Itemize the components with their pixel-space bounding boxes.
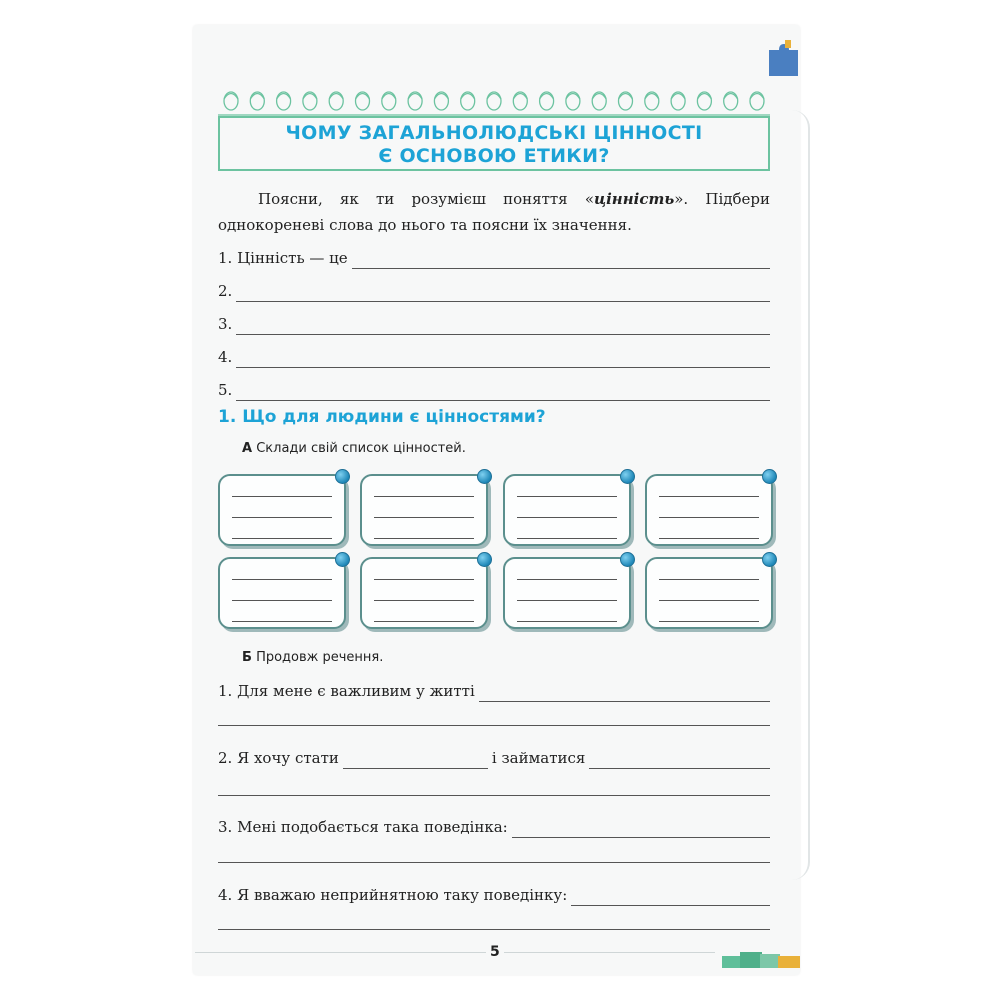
definition-row-5 — [218, 375, 770, 401]
child-face — [592, 92, 606, 110]
sentence-answer-line-3b[interactable] — [218, 862, 770, 863]
value-card-line — [374, 579, 474, 580]
value-card-line — [232, 496, 332, 497]
sentence-answer-line-2b[interactable] — [589, 750, 770, 769]
value-card-line — [517, 579, 617, 580]
value-card-line — [232, 517, 332, 518]
definition-label-3: 3. — [218, 315, 233, 333]
value-card-line — [232, 621, 332, 622]
intro-paragraph-line-2: однокореневі слова до нього та поясни їх значення. — [218, 216, 632, 234]
value-card-line — [517, 496, 617, 497]
sentence-row-3 — [218, 812, 770, 838]
value-card-line — [517, 600, 617, 601]
child-face — [645, 92, 659, 110]
value-card-line — [659, 579, 759, 580]
value-card-line — [374, 496, 474, 497]
value-card-line — [517, 517, 617, 518]
sentence-answer-line-1b[interactable] — [218, 725, 770, 726]
pin-icon — [477, 469, 492, 484]
task-1a-text: Склади свій список цінностей. — [256, 441, 466, 456]
sentence-answer-line-1[interactable] — [479, 683, 770, 702]
child-face — [671, 92, 685, 110]
definition-answer-line-1[interactable] — [352, 250, 770, 269]
definition-answer-line-4[interactable] — [236, 349, 770, 368]
child-face — [461, 92, 475, 110]
value-card[interactable] — [360, 474, 488, 546]
puzzle-strip-icon — [722, 948, 800, 970]
sentence-label-2b: і займатися — [491, 749, 586, 767]
task-1b-instruction — [242, 650, 383, 665]
child-face — [750, 92, 764, 110]
child-face — [540, 92, 554, 110]
child-face — [277, 92, 291, 110]
value-card-line — [659, 538, 759, 539]
page-number: 5 — [486, 944, 504, 960]
child-face — [697, 92, 711, 110]
task-1b-letter: Б — [242, 650, 252, 665]
sentence-row-2 — [218, 743, 770, 769]
pin-icon — [762, 469, 777, 484]
intro-term: цінність — [594, 190, 675, 208]
value-card-line — [374, 621, 474, 622]
definition-row-3 — [218, 309, 770, 335]
value-card-line — [232, 538, 332, 539]
definition-label-4: 4. — [218, 348, 233, 366]
value-card[interactable] — [218, 474, 346, 546]
child-face — [513, 92, 527, 110]
value-card[interactable] — [218, 557, 346, 629]
value-card-line — [517, 621, 617, 622]
sentence-answer-line-3[interactable] — [512, 819, 770, 838]
definition-row-4 — [218, 342, 770, 368]
value-card-line — [374, 600, 474, 601]
value-card-line — [374, 538, 474, 539]
value-card[interactable] — [503, 474, 631, 546]
pin-icon — [335, 552, 350, 567]
child-face — [382, 92, 396, 110]
child-face — [408, 92, 422, 110]
value-card[interactable] — [645, 474, 773, 546]
lesson-title-line-2: Є ОСНОВОЮ ЕТИКИ? — [378, 145, 610, 167]
value-card-line — [659, 496, 759, 497]
value-card-line — [659, 621, 759, 622]
child-face — [487, 92, 501, 110]
task-1a-instruction — [242, 441, 466, 456]
pin-icon — [620, 469, 635, 484]
sentence-row-1 — [218, 676, 770, 702]
child-face — [303, 92, 317, 110]
value-card[interactable] — [503, 557, 631, 629]
value-card-line — [659, 517, 759, 518]
page-edge — [790, 110, 810, 880]
child-face — [356, 92, 370, 110]
child-face — [224, 92, 238, 110]
child-face — [250, 92, 264, 110]
intro-text-after: ». Підбери — [674, 190, 770, 208]
value-card-line — [517, 538, 617, 539]
definition-label-1: 1. Цінність — це — [218, 249, 348, 267]
pin-icon — [335, 469, 350, 484]
value-card[interactable] — [645, 557, 773, 629]
value-card-line — [659, 600, 759, 601]
sentence-label-1: 1. Для мене є важливим у житті — [218, 682, 475, 700]
value-card[interactable] — [360, 557, 488, 629]
pin-icon — [477, 552, 492, 567]
child-face — [434, 92, 448, 110]
lesson-title-box — [218, 116, 770, 171]
footer-rule — [195, 952, 715, 953]
sentence-row-4 — [218, 880, 770, 906]
sentence-answer-line-2a[interactable] — [343, 750, 488, 769]
intro-text-before: Поясни, як ти розумієш поняття « — [258, 190, 595, 208]
definition-label-5: 5. — [218, 381, 233, 399]
pin-icon — [620, 552, 635, 567]
sentence-answer-line-4b[interactable] — [218, 929, 770, 930]
sentence-label-3: 3. Мені подобається така поведінка: — [218, 818, 508, 836]
definition-answer-line-3[interactable] — [236, 316, 770, 335]
sentence-answer-line-4[interactable] — [571, 887, 770, 906]
task-1b-text: Продовж речення. — [256, 650, 384, 665]
child-face — [619, 92, 633, 110]
task-1a-letter: А — [242, 441, 253, 456]
definition-row-1 — [218, 243, 770, 269]
children-faces-border — [218, 86, 770, 116]
intro-paragraph — [218, 186, 770, 213]
task-1-heading: 1. Що для людини є цінностями? — [218, 407, 546, 427]
value-card-line — [232, 600, 332, 601]
sentence-label-2a: 2. Я хочу стати — [218, 749, 339, 767]
definition-answer-line-5[interactable] — [236, 382, 770, 401]
value-card-line — [232, 579, 332, 580]
sentence-label-4: 4. Я вважаю неприйнятною таку поведінку: — [218, 886, 568, 904]
definition-answer-line-2[interactable] — [236, 283, 770, 302]
puzzle-piece-icon — [765, 40, 800, 80]
child-face — [566, 92, 580, 110]
value-card-line — [374, 517, 474, 518]
pin-icon — [762, 552, 777, 567]
definition-label-2: 2. — [218, 282, 233, 300]
definition-row-2 — [218, 276, 770, 302]
lesson-title-line-1: ЧОМУ ЗАГАЛЬНОЛЮДСЬКІ ЦІННОСТІ — [285, 122, 703, 144]
sentence-answer-line-2c[interactable] — [218, 795, 770, 796]
child-face — [724, 92, 738, 110]
child-face — [329, 92, 343, 110]
